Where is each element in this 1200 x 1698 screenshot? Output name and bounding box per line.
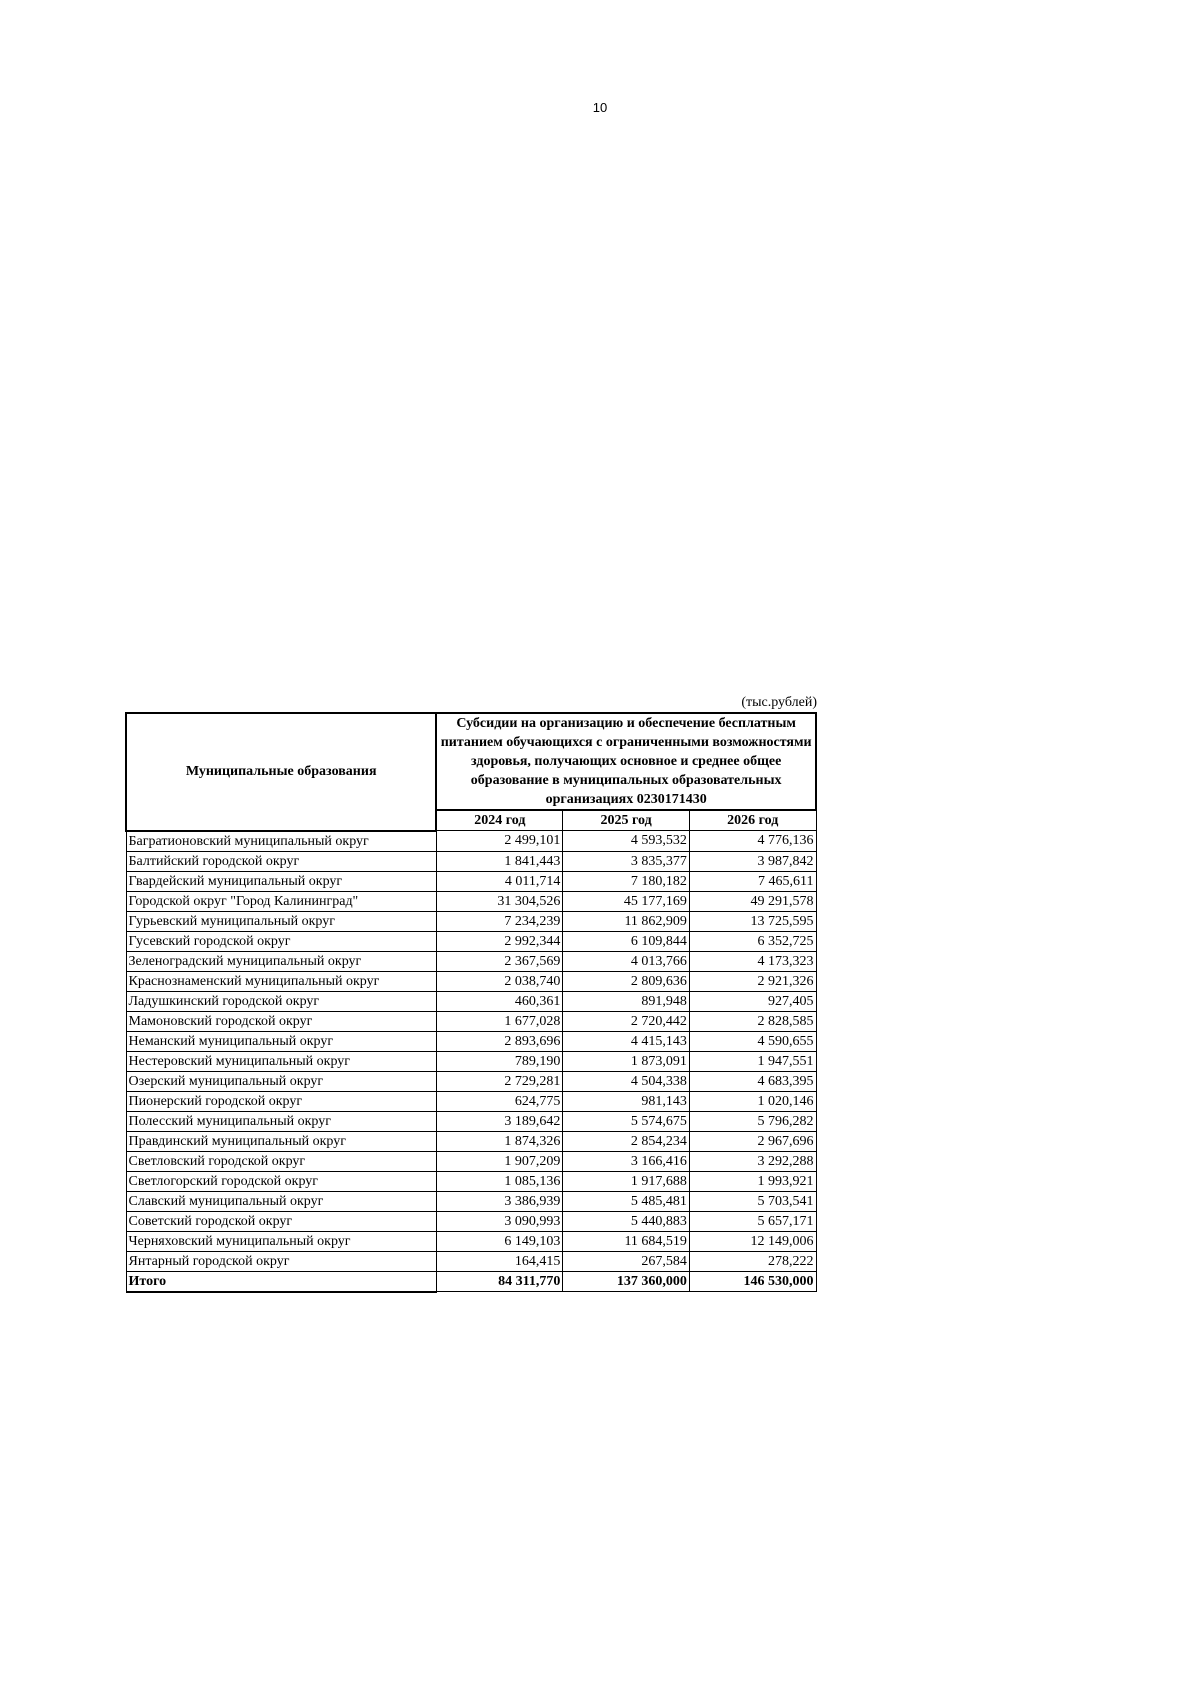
- value-2025: 981,143: [563, 1091, 690, 1111]
- table-row: [126, 1111, 816, 1131]
- municipality-name: Светлогорский городской округ: [126, 1171, 436, 1191]
- municipality-name: Советский городской округ: [126, 1211, 436, 1231]
- table-row: [126, 871, 816, 891]
- value-2026: 5 796,282: [689, 1111, 816, 1131]
- table-row: [126, 931, 816, 951]
- value-2024: 624,775: [436, 1091, 563, 1111]
- total-2025: 137 360,000: [563, 1271, 690, 1292]
- value-2026: 13 725,595: [689, 911, 816, 931]
- value-2024: 1 085,136: [436, 1171, 563, 1191]
- municipality-name: Зеленоградский муниципальный округ: [126, 951, 436, 971]
- value-2026: 1 947,551: [689, 1051, 816, 1071]
- table-row: [126, 1131, 816, 1151]
- value-2026: 7 465,611: [689, 871, 816, 891]
- total-2024: 84 311,770: [436, 1271, 563, 1292]
- table-body: [126, 831, 816, 1292]
- value-2024: 31 304,526: [436, 891, 563, 911]
- municipality-name: Гурьевский муниципальный округ: [126, 911, 436, 931]
- value-2026: 2 967,696: [689, 1131, 816, 1151]
- value-2025: 5 574,675: [563, 1111, 690, 1131]
- value-2024: 1 677,028: [436, 1011, 563, 1031]
- value-2025: 3 835,377: [563, 851, 690, 871]
- value-2024: 7 234,239: [436, 911, 563, 931]
- value-2024: 2 367,569: [436, 951, 563, 971]
- municipality-name: Янтарный городской округ: [126, 1251, 436, 1271]
- value-2026: 5 703,541: [689, 1191, 816, 1211]
- value-2025: 4 415,143: [563, 1031, 690, 1051]
- municipality-name: Нестеровский муниципальный округ: [126, 1051, 436, 1071]
- total-2026: 146 530,000: [689, 1271, 816, 1292]
- value-2025: 3 166,416: [563, 1151, 690, 1171]
- year-header-2026: 2026 год: [689, 810, 816, 831]
- value-2025: 2 720,442: [563, 1011, 690, 1031]
- year-header-2024: 2024 год: [436, 810, 563, 831]
- value-2024: 1 841,443: [436, 851, 563, 871]
- municipality-name: Гвардейский муниципальный округ: [126, 871, 436, 891]
- value-2026: 4 590,655: [689, 1031, 816, 1051]
- value-2025: 1 917,688: [563, 1171, 690, 1191]
- municipality-name: Гусевский городской округ: [126, 931, 436, 951]
- municipality-name: Багратионовский муниципальный округ: [126, 831, 436, 852]
- value-2026: 3 292,288: [689, 1151, 816, 1171]
- total-label: Итого: [126, 1271, 436, 1292]
- value-2025: 4 013,766: [563, 951, 690, 971]
- table-row: [126, 971, 816, 991]
- value-2025: 5 485,481: [563, 1191, 690, 1211]
- municipality-header: Муниципальные образования: [126, 713, 436, 831]
- value-2024: 460,361: [436, 991, 563, 1011]
- municipality-name: Правдинский муниципальный округ: [126, 1131, 436, 1151]
- table-row: [126, 1051, 816, 1071]
- value-2025: 6 109,844: [563, 931, 690, 951]
- municipality-name: Ладушкинский городской округ: [126, 991, 436, 1011]
- municipality-name: Славский муниципальный округ: [126, 1191, 436, 1211]
- units-label: (тыс.рублей): [741, 695, 817, 710]
- table-header-row: [126, 713, 816, 810]
- municipality-name: Балтийский городской округ: [126, 851, 436, 871]
- value-2025: 4 504,338: [563, 1071, 690, 1091]
- value-2024: 3 090,993: [436, 1211, 563, 1231]
- value-2025: 11 862,909: [563, 911, 690, 931]
- municipality-name: Светловский городской округ: [126, 1151, 436, 1171]
- table-row: [126, 911, 816, 931]
- municipality-name: Городской округ "Город Калининград": [126, 891, 436, 911]
- value-2025: 11 684,519: [563, 1231, 690, 1251]
- table-row: [126, 1151, 816, 1171]
- municipality-name: Краснознаменский муниципальный округ: [126, 971, 436, 991]
- table-row: [126, 1171, 816, 1191]
- municipality-name: Мамоновский городской округ: [126, 1011, 436, 1031]
- table-row: [126, 991, 816, 1011]
- table-row: [126, 891, 816, 911]
- value-2025: 4 593,532: [563, 831, 690, 852]
- value-2025: 891,948: [563, 991, 690, 1011]
- table-row: [126, 1071, 816, 1091]
- table-row: [126, 1211, 816, 1231]
- table-row: [126, 1251, 816, 1271]
- value-2026: 2 921,326: [689, 971, 816, 991]
- value-2026: 278,222: [689, 1251, 816, 1271]
- value-2024: 3 189,642: [436, 1111, 563, 1131]
- total-row: [126, 1271, 816, 1292]
- page-number: 10: [592, 100, 608, 115]
- value-2026: 6 352,725: [689, 931, 816, 951]
- value-2026: 3 987,842: [689, 851, 816, 871]
- value-2024: 2 038,740: [436, 971, 563, 991]
- year-header-2025: 2025 год: [563, 810, 690, 831]
- value-2025: 2 809,636: [563, 971, 690, 991]
- table-row: [126, 1031, 816, 1051]
- value-2024: 1 874,326: [436, 1131, 563, 1151]
- value-2024: 4 011,714: [436, 871, 563, 891]
- table-row: [126, 1091, 816, 1111]
- table-row: [126, 1231, 816, 1251]
- value-2026: 12 149,006: [689, 1231, 816, 1251]
- value-2026: 4 776,136: [689, 831, 816, 852]
- municipality-name: Пионерский городской округ: [126, 1091, 436, 1111]
- municipality-name: Неманский муниципальный округ: [126, 1031, 436, 1051]
- value-2024: 164,415: [436, 1251, 563, 1271]
- table-row: [126, 951, 816, 971]
- value-2026: 4 683,395: [689, 1071, 816, 1091]
- value-2026: 4 173,323: [689, 951, 816, 971]
- value-2024: 6 149,103: [436, 1231, 563, 1251]
- value-2024: 2 893,696: [436, 1031, 563, 1051]
- municipality-name: Озерский муниципальный округ: [126, 1071, 436, 1091]
- value-2025: 267,584: [563, 1251, 690, 1271]
- subsidy-title-header: Субсидии на организацию и обеспечение бесплатным питанием обучающихся с ограниченными возможностями здоровья, получающих основное и среднее общее образование в муниципальных образовательных организациях 0230171430: [436, 713, 816, 810]
- value-2024: 2 729,281: [436, 1071, 563, 1091]
- value-2025: 2 854,234: [563, 1131, 690, 1151]
- value-2024: 2 499,101: [436, 831, 563, 852]
- value-2026: 927,405: [689, 991, 816, 1011]
- table-row: [126, 1011, 816, 1031]
- value-2024: 789,190: [436, 1051, 563, 1071]
- value-2026: 1 993,921: [689, 1171, 816, 1191]
- table-row: [126, 851, 816, 871]
- value-2025: 1 873,091: [563, 1051, 690, 1071]
- value-2026: 5 657,171: [689, 1211, 816, 1231]
- value-2026: 2 828,585: [689, 1011, 816, 1031]
- value-2024: 3 386,939: [436, 1191, 563, 1211]
- table-row: [126, 831, 816, 852]
- value-2026: 1 020,146: [689, 1091, 816, 1111]
- value-2025: 5 440,883: [563, 1211, 690, 1231]
- subsidy-table: [125, 712, 817, 1293]
- value-2025: 7 180,182: [563, 871, 690, 891]
- value-2025: 45 177,169: [563, 891, 690, 911]
- municipality-name: Полесский муниципальный округ: [126, 1111, 436, 1131]
- municipality-name: Черняховский муниципальный округ: [126, 1231, 436, 1251]
- value-2024: 1 907,209: [436, 1151, 563, 1171]
- table-row: [126, 1191, 816, 1211]
- value-2024: 2 992,344: [436, 931, 563, 951]
- value-2026: 49 291,578: [689, 891, 816, 911]
